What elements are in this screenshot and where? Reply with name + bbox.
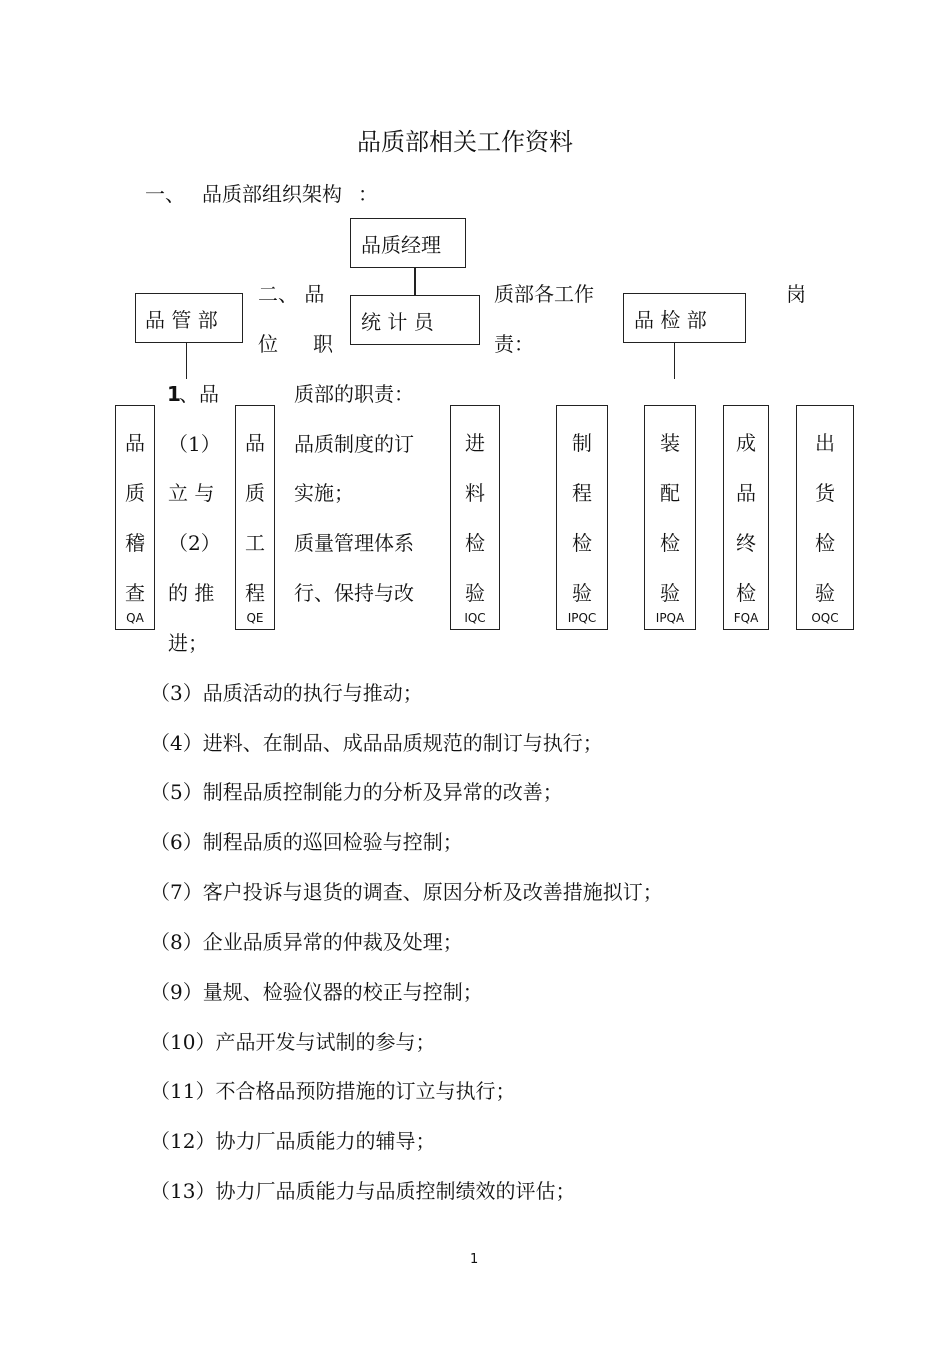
org-unit-char: 质 [245, 481, 265, 505]
org-unit-char: 质 [125, 481, 145, 505]
responsibility-fragment: （2） [168, 531, 221, 555]
org-box-qc-admin [135, 293, 243, 343]
list-item: （9）量规、检验仪器的校正与控制； [150, 980, 483, 1004]
responsibility-heading-number: 1 [167, 382, 181, 406]
org-unit-char: 制 [572, 431, 592, 455]
list-item: （7）客户投诉与退货的调查、原因分析及改善措施拟订； [150, 880, 663, 904]
connector-qc-admin-down [186, 343, 187, 379]
org-unit-code: FQA [733, 611, 759, 625]
org-unit-char: 成 [736, 431, 756, 455]
org-unit-char: 品 [245, 431, 265, 455]
org-unit-code: QA [126, 611, 144, 625]
responsibility-fragment: 行、保持与改 [294, 581, 414, 605]
org-unit-char: 检 [572, 531, 592, 555]
list-item: （12）协力厂品质能力的辅导； [150, 1129, 436, 1153]
org-unit-char: 程 [245, 581, 265, 605]
responsibility-fragment: 立 与 [168, 481, 215, 505]
responsibility-fragment: （1） [168, 432, 221, 456]
org-unit-code: QE [246, 611, 264, 625]
org-unit-char: 查 [125, 581, 145, 605]
org-manager-label: 品质经理 [361, 232, 441, 257]
org-unit-oqc [796, 405, 854, 630]
org-unit-char: 检 [465, 531, 485, 555]
org-unit-char: 品 [736, 481, 756, 505]
list-item: （13）协力厂品质能力与品质控制绩效的评估； [150, 1179, 576, 1203]
org-unit-char: 验 [815, 581, 835, 605]
org-unit-char: 品 [125, 431, 145, 455]
org-unit-char: 检 [815, 531, 835, 555]
org-box-manager [350, 218, 466, 268]
section2-fragment: 责： [494, 332, 534, 356]
org-unit-char: 货 [815, 481, 835, 505]
responsibility-fragment: 进； [168, 631, 208, 655]
responsibility-heading: 、品 [179, 382, 219, 406]
section2-fragment: 职 [313, 332, 333, 356]
org-inspection-label: 品 检 部 [634, 307, 707, 332]
org-unit-qe [235, 405, 275, 630]
list-item: （3）品质活动的执行与推动； [150, 681, 423, 705]
org-unit-char: 稽 [125, 531, 145, 555]
org-box-inspection [623, 293, 746, 343]
org-unit-code: IPQC [567, 611, 597, 625]
org-unit-char: 终 [736, 531, 756, 555]
responsibility-heading: 质部的职责： [294, 382, 414, 406]
org-unit-char: 验 [572, 581, 592, 605]
section-heading: 品质部组织架构 [202, 182, 342, 206]
list-item: （5）制程品质控制能力的分析及异常的改善； [150, 780, 563, 804]
org-unit-char: 检 [736, 581, 756, 605]
org-unit-char: 装 [660, 431, 680, 455]
org-unit-code: OQC [811, 611, 839, 625]
section2-fragment: 质部各工作 [494, 282, 594, 306]
section2-fragment: 位 [258, 332, 278, 356]
org-unit-char: 出 [815, 431, 835, 455]
list-item: （10）产品开发与试制的参与； [150, 1030, 436, 1054]
org-unit-char: 进 [465, 431, 485, 455]
org-unit-iqc [450, 405, 500, 630]
list-item: （4）进料、在制品、成品品质规范的制订与执行； [150, 731, 603, 755]
list-item: （8）企业品质异常的仲裁及处理； [150, 930, 463, 954]
org-unit-char: 验 [660, 581, 680, 605]
list-item: （6）制程品质的巡回检验与控制； [150, 830, 463, 854]
org-unit-char: 检 [660, 531, 680, 555]
list-item: （11）不合格品预防措施的订立与执行； [150, 1079, 516, 1103]
org-unit-code: IPQA [655, 611, 685, 625]
section2-fragment: 岗 [786, 282, 806, 306]
org-unit-qa [115, 405, 155, 630]
responsibility-fragment: 的 推 [168, 581, 215, 605]
org-unit-ipqc [556, 405, 608, 630]
org-unit-char: 料 [465, 481, 485, 505]
org-unit-fqa [723, 405, 769, 630]
section2-fragment: 二、 品 [258, 282, 325, 306]
org-unit-char: 配 [660, 481, 680, 505]
org-statistician-label: 统 计 员 [361, 309, 434, 334]
connector-manager-down [414, 268, 416, 298]
org-box-statistician [350, 295, 480, 345]
section-number: 一、 [145, 182, 185, 206]
org-unit-char: 程 [572, 481, 592, 505]
org-unit-char: 验 [465, 581, 485, 605]
org-qc-admin-label: 品 管 部 [145, 307, 218, 332]
responsibility-fragment: 质量管理体系 [294, 531, 414, 555]
responsibility-fragment: 品质制度的订 [294, 432, 414, 456]
section-colon: ： [358, 182, 378, 206]
org-unit-char: 工 [245, 531, 265, 555]
responsibility-fragment: 实施； [294, 481, 354, 505]
page-title: 品质部相关工作资料 [357, 128, 573, 156]
org-unit-ipqa [644, 405, 696, 630]
connector-inspection-down [674, 343, 675, 379]
page-number: 1 [470, 1252, 479, 1267]
org-unit-code: IQC [464, 611, 486, 625]
